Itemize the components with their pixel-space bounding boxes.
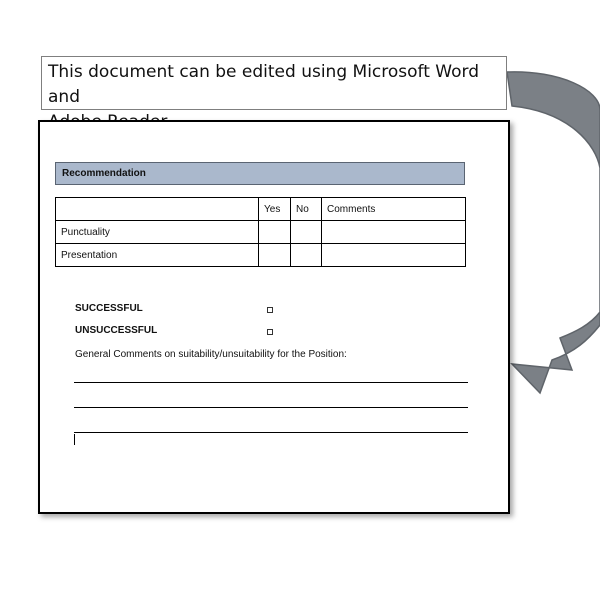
comment-line-1[interactable]: [74, 382, 468, 383]
comment-line-2[interactable]: [74, 407, 468, 408]
comment-line-3[interactable]: [74, 432, 468, 433]
general-comments-label: General Comments on suitability/unsuitability for the Position:: [75, 349, 347, 360]
section-header: Recommendation: [55, 162, 465, 185]
table-row: [56, 244, 466, 267]
yes-cell[interactable]: [259, 244, 291, 267]
edit-info-callout: [41, 56, 507, 110]
successful-checkbox[interactable]: [267, 307, 273, 313]
recommendation-table: [55, 197, 466, 267]
table-header-cell: Yes: [259, 198, 291, 221]
comments-cell[interactable]: [322, 244, 466, 267]
comments-cell[interactable]: [322, 221, 466, 244]
curved-arrow-icon: [507, 72, 600, 393]
successful-label: SUCCESSFUL: [75, 303, 143, 314]
unsuccessful-checkbox[interactable]: [267, 329, 273, 335]
table-header-cell: Comments: [322, 198, 466, 221]
text-cursor: [74, 434, 75, 445]
table-header-cell: [56, 198, 259, 221]
no-cell[interactable]: [291, 244, 322, 267]
document-preview: [38, 120, 510, 514]
yes-cell[interactable]: [259, 221, 291, 244]
table-row: [56, 221, 466, 244]
criterion-label: Presentation: [56, 244, 259, 267]
unsuccessful-label: UNSUCCESSFUL: [75, 325, 158, 336]
no-cell[interactable]: [291, 221, 322, 244]
callout-line-1: This document can be edited using Microsoft Word and: [48, 62, 479, 107]
criterion-label: Punctuality: [56, 221, 259, 244]
table-header-row: [56, 198, 466, 221]
table-header-cell: No: [291, 198, 322, 221]
